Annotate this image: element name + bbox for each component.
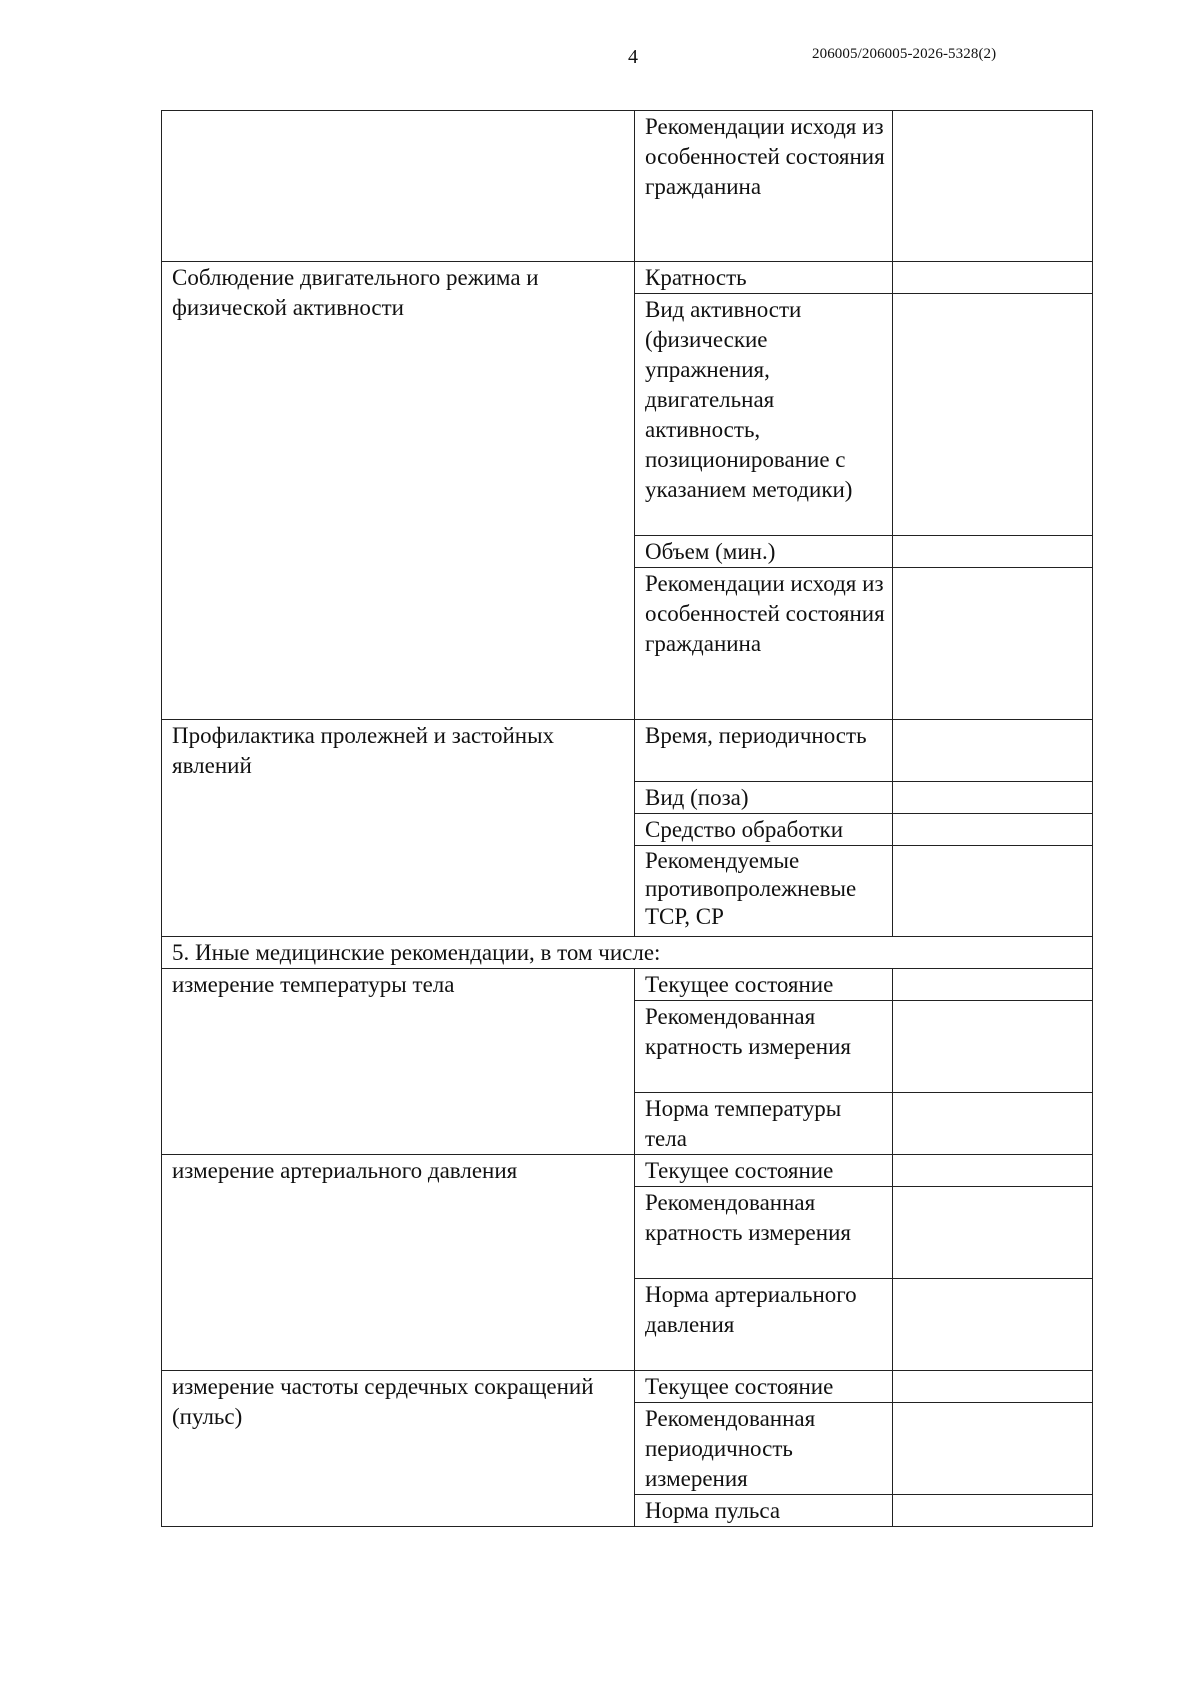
topic-cell: Соблюдение двигательного режима и физической активности [162, 262, 635, 720]
document-code: 206005/206005-2026-5328(2) [812, 46, 997, 62]
table-row [162, 1155, 1093, 1187]
topic-cell: измерение температуры тела [162, 969, 635, 1155]
value-cell[interactable] [893, 536, 1093, 568]
topic-cell: измерение артериального давления [162, 1155, 635, 1371]
value-cell[interactable] [893, 969, 1093, 1001]
value-cell[interactable] [893, 782, 1093, 814]
value-cell[interactable] [893, 1403, 1093, 1495]
value-cell[interactable] [893, 262, 1093, 294]
value-cell[interactable] [893, 294, 1093, 536]
recommendations-table [161, 110, 1093, 1527]
topic-cell: Профилактика пролежней и застойных явлений [162, 720, 635, 937]
value-cell[interactable] [893, 1279, 1093, 1371]
value-cell[interactable] [893, 111, 1093, 262]
value-cell[interactable] [893, 814, 1093, 846]
topic-cell [162, 111, 635, 262]
value-cell[interactable] [893, 720, 1093, 782]
parameter-cell: Рекомендованная периодичность измерения [635, 1403, 893, 1495]
parameter-cell: Кратность [635, 262, 893, 294]
parameter-cell: Рекомендованная кратность измерения [635, 1187, 893, 1279]
value-cell[interactable] [893, 1371, 1093, 1403]
section-row [162, 937, 1093, 969]
parameter-cell: Рекомендованная кратность измерения [635, 1001, 893, 1093]
value-cell[interactable] [893, 1155, 1093, 1187]
page-number: 4 [628, 46, 638, 68]
value-cell[interactable] [893, 1001, 1093, 1093]
parameter-cell: Вид (поза) [635, 782, 893, 814]
parameter-cell: Объем (мин.) [635, 536, 893, 568]
parameter-cell: Рекомендуемые противопролежневые ТСР, СР [635, 846, 893, 937]
topic-cell: измерение частоты сердечных сокращений (пульс) [162, 1371, 635, 1527]
table-row [162, 111, 1093, 262]
value-cell[interactable] [893, 568, 1093, 720]
value-cell[interactable] [893, 1093, 1093, 1155]
parameter-cell: Вид активности (физические упражнения, двигательная активность, позиционирование с указанием методики) [635, 294, 893, 536]
parameter-cell: Текущее состояние [635, 969, 893, 1001]
value-cell[interactable] [893, 1187, 1093, 1279]
parameter-cell: Норма пульса [635, 1495, 893, 1527]
parameter-cell: Рекомендации исходя из особенностей состояния гражданина [635, 568, 893, 720]
section-heading: 5. Иные медицинские рекомендации, в том числе: [162, 937, 1093, 969]
table-row [162, 1371, 1093, 1403]
parameter-cell: Норма артериального давления [635, 1279, 893, 1371]
parameter-cell: Средство обработки [635, 814, 893, 846]
table-row [162, 720, 1093, 782]
value-cell[interactable] [893, 846, 1093, 937]
parameter-cell: Текущее состояние [635, 1371, 893, 1403]
table-row [162, 969, 1093, 1001]
table-row [162, 262, 1093, 294]
value-cell[interactable] [893, 1495, 1093, 1527]
parameter-cell: Время, периодичность [635, 720, 893, 782]
parameter-cell: Текущее состояние [635, 1155, 893, 1187]
parameter-cell: Норма температуры тела [635, 1093, 893, 1155]
parameter-cell: Рекомендации исходя из особенностей состояния гражданина [635, 111, 893, 262]
